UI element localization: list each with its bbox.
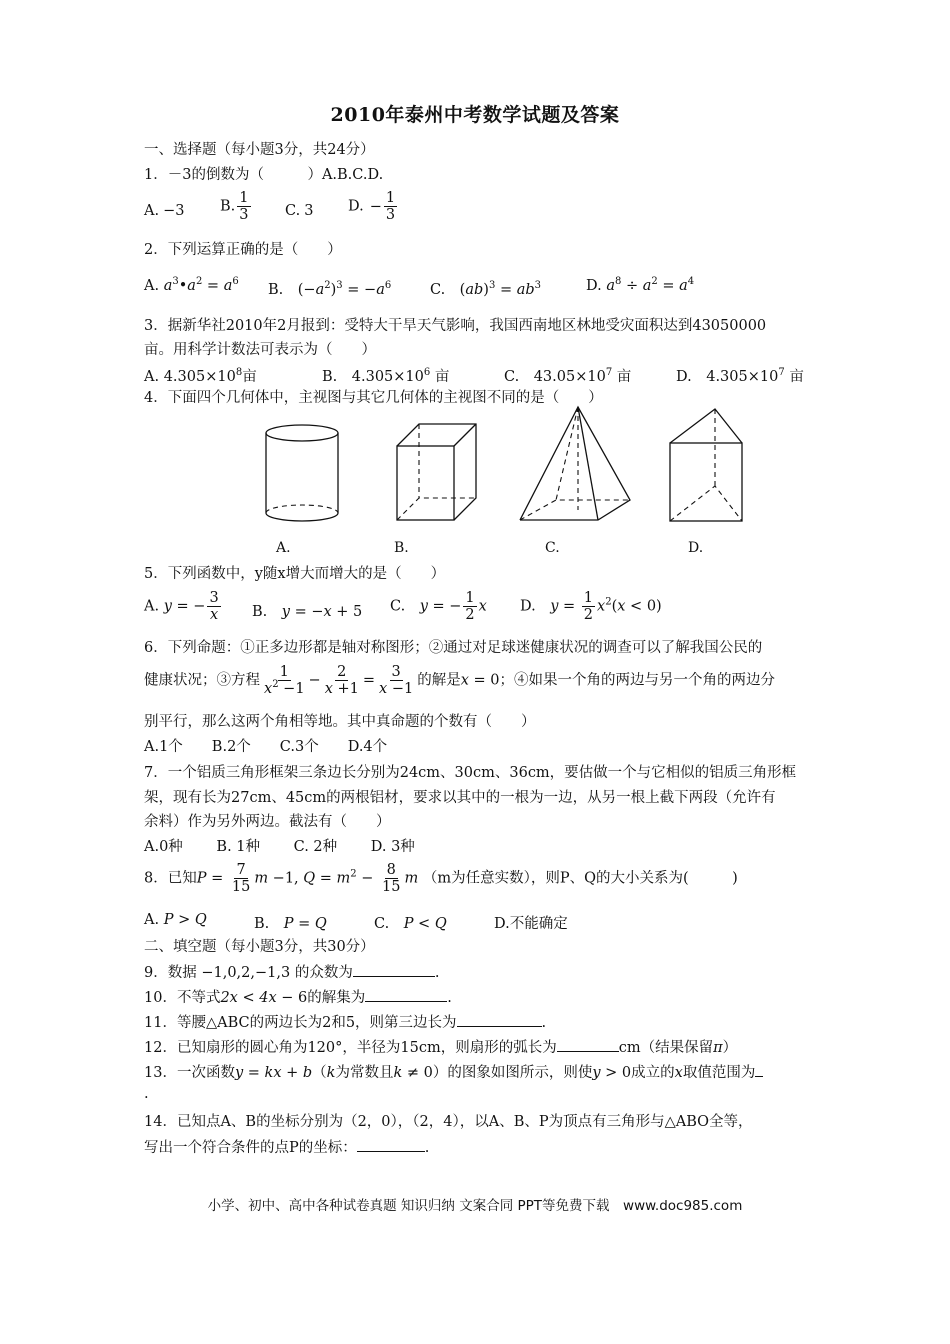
question-2-stem: 2．下列运算正确的是（ ） (144, 242, 342, 258)
geometric-solids-figure (0, 400, 950, 535)
question-4-stem: 4．下面四个几何体中，主视图与其它几何体的主视图不同的是（ ） (144, 390, 603, 406)
question-7-line-2: 架，现有长为27cm、45cm的两根铝材，要求以其中的一根为一边，从另一根上截下两段（允许有 (144, 790, 776, 806)
cube-figure (397, 424, 476, 520)
cylinder-figure (266, 425, 338, 521)
question-8-stem: 8．已知P = $\frac{7}{15}$ m −1, $Q = m^2$ − $\frac{8}{15}$ m （m为任意实数），则P、Q的大小关系为( ) (144, 862, 738, 895)
question-12: 12．已知扇形的圆心角为120°，半径为15cm，则扇形的弧长为 cm（结果保留π） (144, 1037, 737, 1058)
q8-option-d: D.不能确定 (494, 916, 568, 932)
q2-option-c: C. $(ab)^3 = ab^3$ (430, 280, 542, 298)
q1-option-d: D. − $\frac{1}{3}$ (348, 190, 396, 223)
figure-label-a: A. (276, 540, 291, 556)
page-footer: 小学、初中、高中各种试卷真题 知识归纳 文案合同 PPT等免费下载 www.doc985.com (207, 1198, 743, 1214)
q6-options: A.1个 B.2个 C.3个 D.4个 (144, 739, 388, 755)
question-14-line-1: 14．已知点A、B的坐标分别为（2，0），（2，4），以A、B、P为顶点有三角形与△ABO全等， (144, 1114, 753, 1130)
q11-answer-blank[interactable] (457, 1012, 542, 1027)
prism-figure (670, 409, 742, 521)
question-3-line-1: 3．据新华社2010年2月报到：受特大干旱天气影响，我国西南地区林地受灾面积达到43050000 (144, 318, 767, 334)
question-11: 11．等腰△ABC的两边长为2和5，则第三边长为 . (144, 1012, 546, 1033)
q12-answer-blank[interactable] (557, 1037, 619, 1052)
question-6-line-3: 别平行，那么这两个角相等地。其中真命题的个数有（ ） (144, 714, 536, 730)
q13-answer-blank[interactable] (755, 1062, 763, 1077)
q2-option-a: A. $a^3•a^2 = a^6$ (144, 276, 239, 294)
q8-option-c: C. P < Q (374, 916, 447, 932)
q5-option-a: A. y = − $\frac{3}{x}$ (144, 590, 219, 623)
q2-option-d: D. $a^8 \div a^2 = a^4$ (586, 276, 695, 294)
q3-option-a: A. $4.305\times 10^8$亩 (144, 367, 257, 385)
q5-option-d: D. y = $\frac{1}{2}$ $x^2(x < 0)$ (520, 590, 662, 623)
q8-option-b: B. P = Q (254, 916, 327, 932)
q9-answer-blank[interactable] (353, 962, 435, 977)
question-1-stem: 1．－3的倒数为（ ）A.B.C.D. (144, 167, 384, 183)
question-3-line-2: 亩。用科学计数法可表示为（ ） (144, 342, 376, 358)
question-13: 13．一次函数y = kx + b（k为常数且k ≠ 0）的图象如图所示，则使y > 0成立的x取值范围为 (144, 1062, 763, 1083)
pyramid-figure (520, 407, 630, 520)
q3-option-b: B. $4.305\times 10^6$ 亩 (322, 367, 450, 385)
figure-label-c: C. (545, 540, 560, 556)
q1-option-c: C. 3 (285, 203, 314, 219)
question-6-line-2: 健康状况；③方程 $\frac{1}{x^2 -1}$ − $\frac{2}{x +1}$ = $\frac{3}{x -1}$ 的解是x = 0；④如果一个角的两边与另一个角的两边分 (144, 664, 775, 697)
question-6-line-1: 6．下列命题：①正多边形都是轴对称图形；②通过对足球迷健康状况的调查可以了解我国公民的 (144, 640, 763, 656)
page-title: 2010年泰州中考数学试题及答案 (330, 104, 620, 126)
figure-label-d: D. (688, 540, 704, 556)
q2-option-b: B. $(-a^2)^3 = -a^6$ (268, 280, 392, 298)
q1-option-a: A. −3 (144, 203, 185, 219)
question-7-line-1: 7．一个铝质三角形框架三条边长分别为24cm、30cm、36cm，要估做一个与它相似的铝质三角形框 (144, 765, 797, 781)
q3-option-c: C. $43.05\times 10^7$ 亩 (504, 367, 632, 385)
q1-option-b: B. $\frac{1}{3}$ (220, 190, 249, 223)
q14-answer-blank[interactable] (357, 1137, 425, 1152)
section-heading-fill: 二、填空题（每小题3分，共30分） (144, 939, 375, 955)
question-5-stem: 5．下列函数中，y随x增大而增大的是（ ） (144, 566, 446, 582)
q7-options: A.0种 B. 1种 C. 2种 D. 3种 (144, 839, 415, 855)
q5-option-c: C. y = − $\frac{1}{2}$ x (390, 590, 487, 623)
q10-answer-blank[interactable] (365, 987, 447, 1002)
question-10: 10．不等式2x < 4x − 6的解集为 . (144, 987, 452, 1008)
question-13-end: . (144, 1086, 149, 1102)
q3-option-d: D. $4.305\times 10^7$ 亩 (676, 367, 804, 385)
question-7-line-3: 余料）作为另外两边。截法有（ ） (144, 814, 391, 830)
question-14-line-2: 写出一个符合条件的点P的坐标： . (144, 1137, 429, 1158)
q8-option-a: A. P > Q (144, 912, 207, 928)
question-9: 9．数据 −1,0,2,−1,3 的众数为 . (144, 962, 439, 983)
section-heading-choice: 一、选择题（每小题3分，共24分） (144, 142, 375, 158)
q5-option-b: B. y = −x + 5 (252, 604, 363, 620)
figure-label-b: B. (394, 540, 409, 556)
